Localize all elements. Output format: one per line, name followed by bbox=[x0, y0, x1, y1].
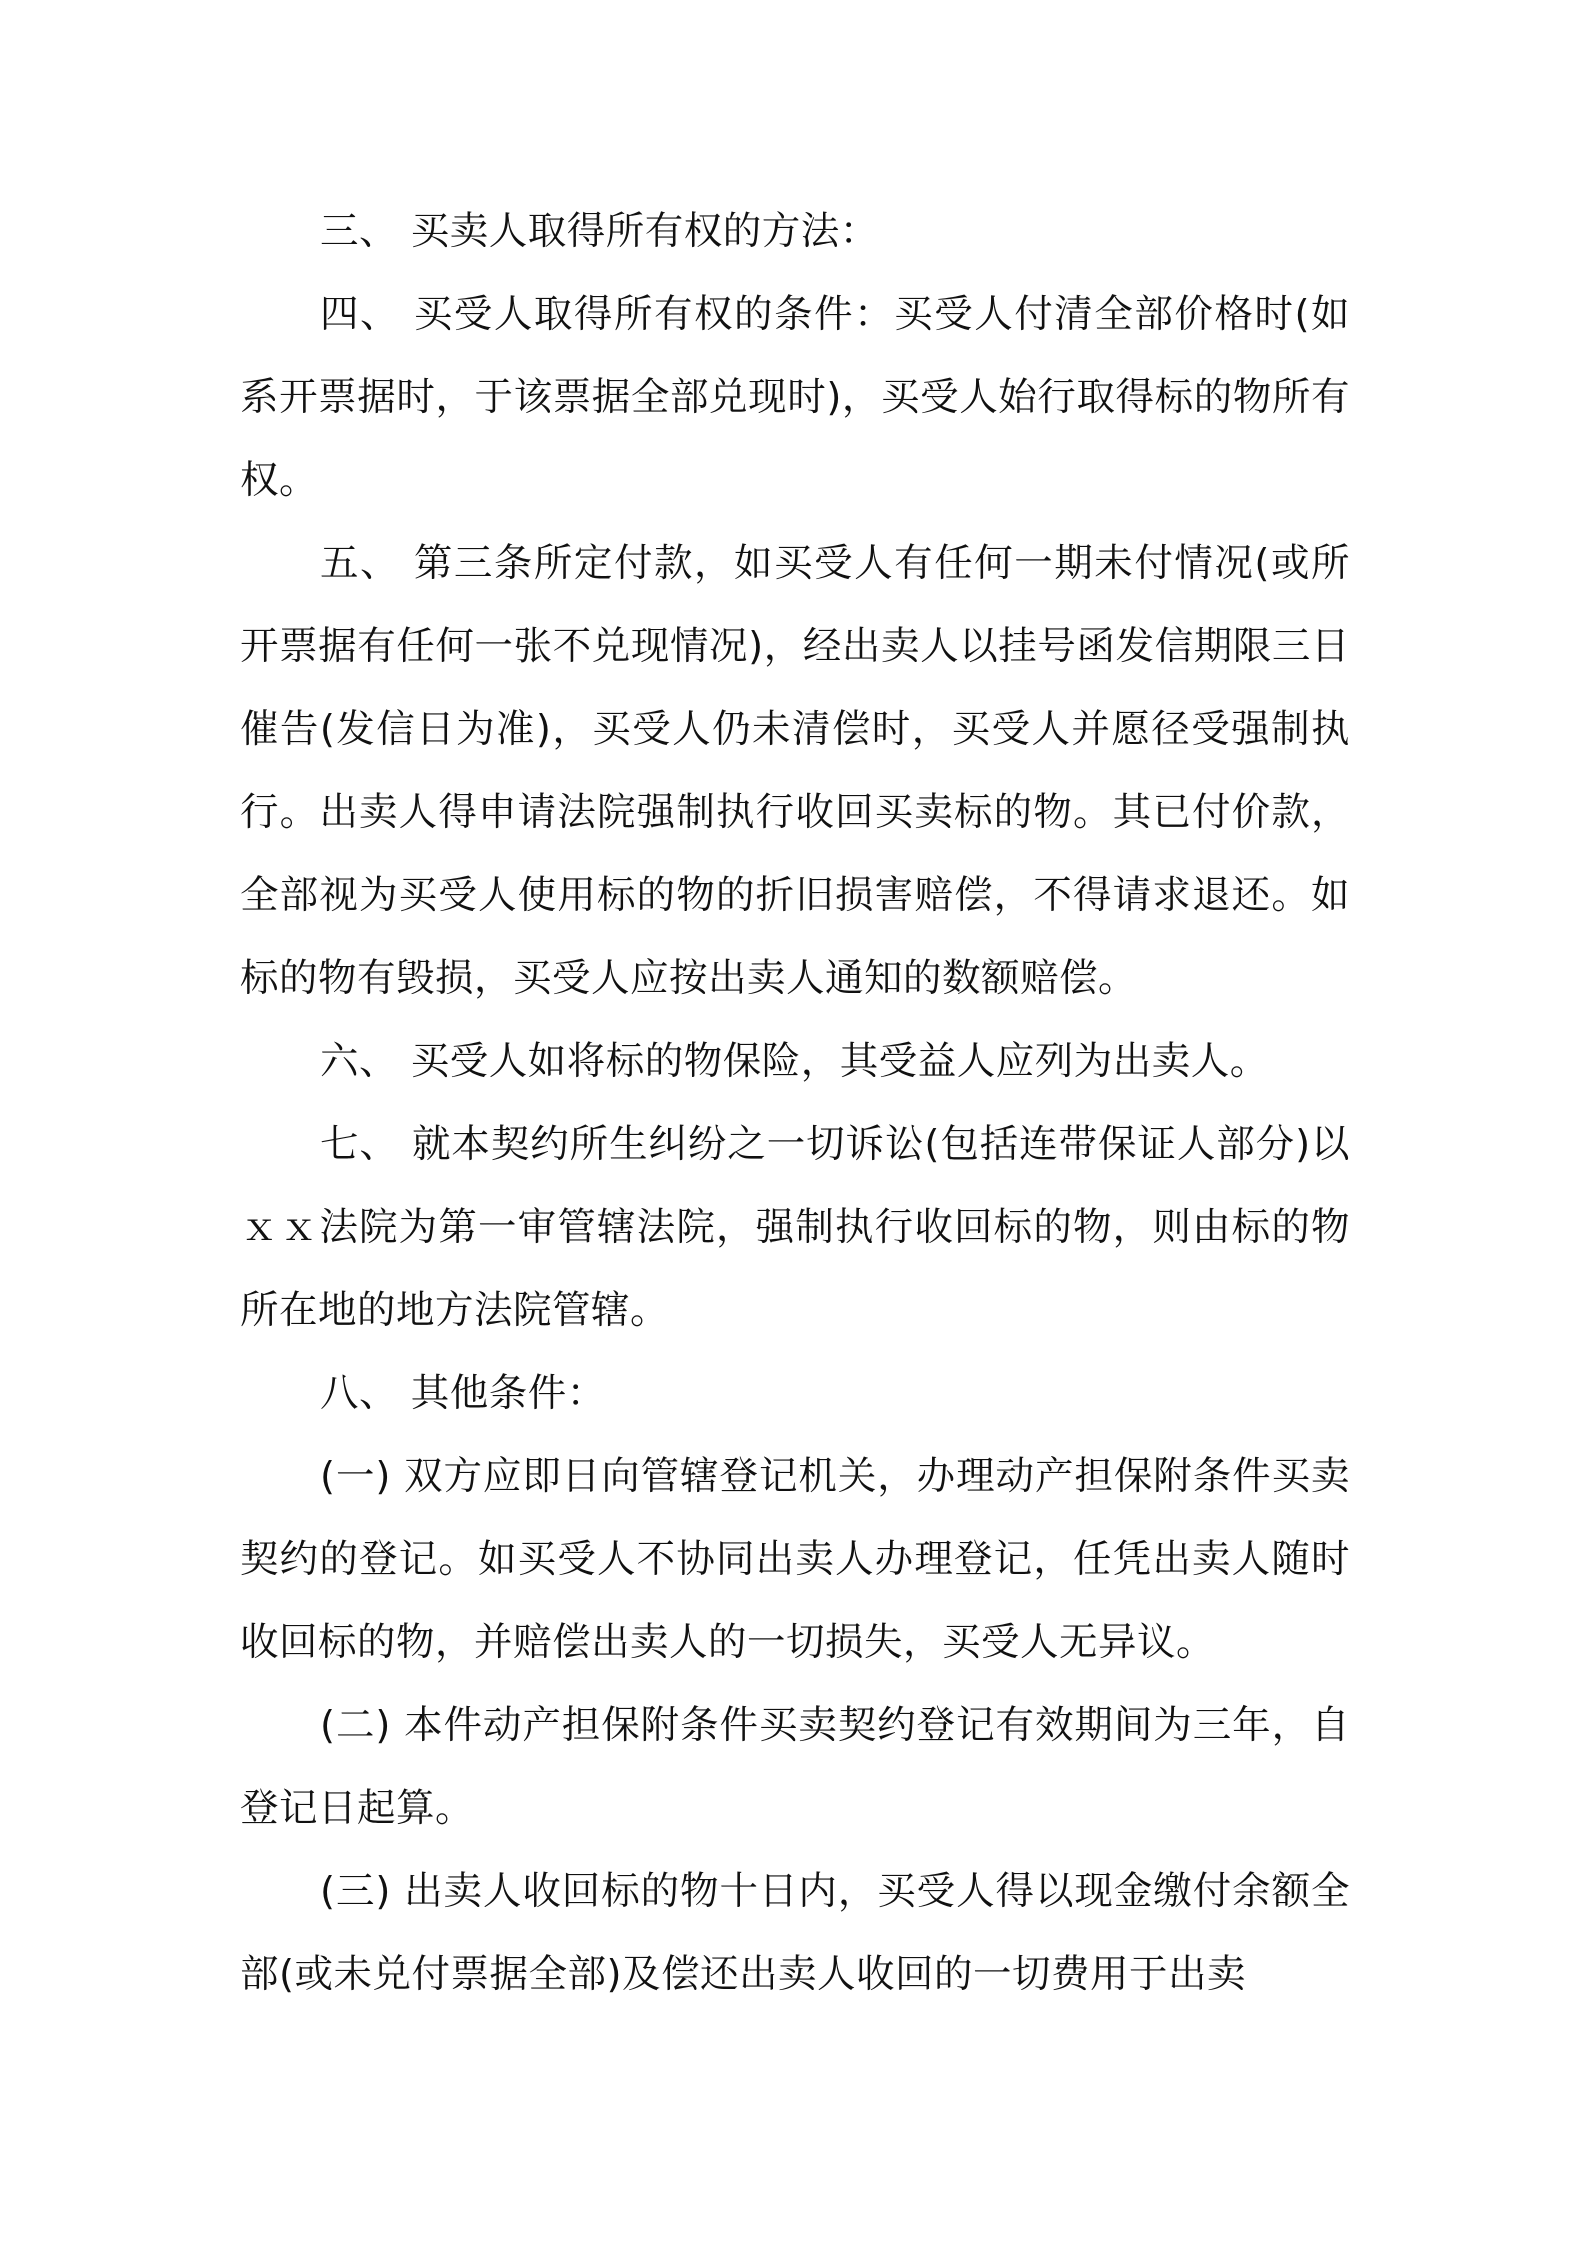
clause-6: 六、 买受人如将标的物保险，其受益人应列为出卖人。 bbox=[320, 1039, 1269, 1084]
document-body bbox=[240, 190, 1350, 2016]
clause-8-item-3: (三) 出卖人收回标的物十日内，买受人得以现金缴付余额全部(或未兑付票据全部)及偿还出卖人收回的一切费用于出卖 bbox=[240, 1869, 1350, 1997]
clause-8: 八、 其他条件： bbox=[320, 1371, 606, 1416]
clause-7: 七、 就本契约所生纠纷之一切诉讼(包括连带保证人部分)以ｘｘ法院为第一审管辖法院，强制执行收回标的物，则由标的物所在地的地方法院管辖。 bbox=[240, 1122, 1350, 1333]
clause-3: 三、 买卖人取得所有权的方法： bbox=[320, 209, 879, 254]
clause-5: 五、 第三条所定付款，如买受人有任何一期未付情况(或所开票据有任何一张不兑现情况)，经出卖人以挂号函发信期限三日催告(发信日为准)，买受人仍未清偿时，买受人并愿径受强制执行。出卖人得申请法院强制执行收回买卖标的物。其已付价款，全部视为买受人使用标的物的折旧损害赔偿，不得请求退还。如标的物有毁损，买受人应按出卖人通知的数额赔偿。 bbox=[240, 541, 1350, 1001]
clause-4: 四、 买受人取得所有权的条件：买受人付清全部价格时(如系开票据时，于该票据全部兑现时)，买受人始行取得标的物所有权。 bbox=[240, 292, 1350, 503]
clause-8-item-1: (一) 双方应即日向管辖登记机关，办理动产担保附条件买卖契约的登记。如买受人不协同出卖人办理登记，任凭出卖人随时收回标的物，并赔偿出卖人的一切损失，买受人无异议。 bbox=[240, 1454, 1350, 1665]
clause-8-item-2: (二) 本件动产担保附条件买卖契约登记有效期间为三年，自登记日起算。 bbox=[240, 1703, 1350, 1831]
